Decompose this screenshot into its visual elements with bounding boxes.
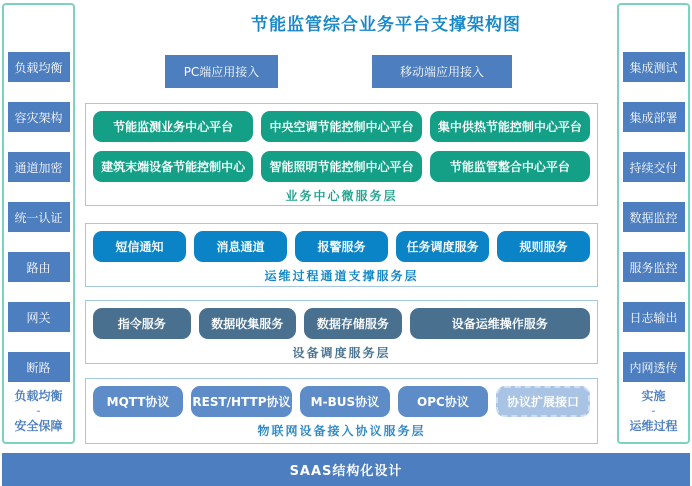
left-sidebar <box>2 3 75 444</box>
diagram-title: 节能监管综合业务平台支撑架构图 <box>251 15 521 35</box>
sidebar-item-log-output: 日志输出 <box>623 302 685 332</box>
right-footer-divider: - <box>651 406 656 417</box>
node-rule-service: 规则服务 <box>497 231 590 262</box>
sidebar-item-continuous-delivery: 持续交付 <box>623 152 685 182</box>
node-mbus-protocol: M-BUS协议 <box>300 386 390 417</box>
node-alarm-service: 报警服务 <box>295 231 388 262</box>
node-supervision-integration-center: 节能监管整合中心平台 <box>430 151 590 182</box>
sidebar-item-gateway: 网关 <box>8 302 70 332</box>
node-sms-notification: 短信通知 <box>93 231 186 262</box>
sidebar-item-unified-auth: 统一认证 <box>8 202 70 232</box>
node-building-terminal-control-center: 建筑末端设备节能控制中心 <box>93 151 253 182</box>
sidebar-item-integration-test: 集成测试 <box>623 52 685 82</box>
sidebar-item-data-monitoring: 数据监控 <box>623 202 685 232</box>
node-opc-protocol: OPC协议 <box>398 386 488 417</box>
mobile-access-node: 移动端应用接入 <box>372 55 512 88</box>
ops-channel-layer-label: 运维过程通道支撑服务层 <box>264 269 419 283</box>
right-sidebar-boxes <box>623 52 685 382</box>
left-sidebar-boxes <box>8 52 70 382</box>
node-task-scheduling-service: 任务调度服务 <box>396 231 489 262</box>
node-message-channel: 消息通道 <box>194 231 287 262</box>
device-scheduling-layer-label: 设备调度服务层 <box>292 346 391 360</box>
right-footer-top: 实施 <box>641 389 666 403</box>
node-data-storage-service: 数据存储服务 <box>304 308 402 339</box>
node-protocol-extension-interface: 协议扩展接口 <box>496 386 590 417</box>
node-command-service: 指令服务 <box>93 308 191 339</box>
pc-access-node: PC端应用接入 <box>165 55 278 88</box>
right-sidebar <box>617 3 690 444</box>
left-footer-top: 负载均衡 <box>14 389 63 403</box>
business-center-layer-label: 业务中心微服务层 <box>285 189 398 203</box>
ops-channel-row <box>93 231 590 262</box>
left-footer-bottom: 安全保障 <box>14 419 63 433</box>
node-central-ac-control-center: 中央空调节能控制中心平台 <box>261 111 421 142</box>
sidebar-item-service-monitoring: 服务监控 <box>623 252 685 282</box>
node-rest-http-protocol: REST/HTTP协议 <box>191 386 292 417</box>
sidebar-item-circuit-break: 断路 <box>8 352 70 382</box>
iot-protocol-layer-label: 物联网设备接入协议服务层 <box>257 424 426 438</box>
node-central-heating-control-center: 集中供热节能控制中心平台 <box>430 111 590 142</box>
device-scheduling-row <box>93 308 590 339</box>
sidebar-item-channel-encryption: 通道加密 <box>8 152 70 182</box>
sidebar-item-integration-deploy: 集成部署 <box>623 102 685 132</box>
node-mqtt-protocol: MQTT协议 <box>93 386 183 417</box>
node-data-collection-service: 数据收集服务 <box>199 308 297 339</box>
left-sidebar-footer <box>14 389 62 434</box>
sidebar-item-intranet-passthrough: 内网透传 <box>623 352 685 382</box>
ops-channel-layer <box>85 223 598 287</box>
sidebar-item-routing: 路由 <box>8 252 70 282</box>
iot-protocol-layer <box>85 378 598 444</box>
node-device-ops-operation-service: 设备运维操作服务 <box>410 308 590 339</box>
device-scheduling-layer <box>85 300 598 364</box>
sidebar-item-disaster-recovery: 容灾架构 <box>8 102 70 132</box>
iot-protocol-row <box>93 386 590 417</box>
node-energy-monitoring-center: 节能监测业务中心平台 <box>93 111 253 142</box>
right-sidebar-footer <box>629 389 677 434</box>
right-footer-bottom: 运维过程 <box>629 419 678 433</box>
node-smart-lighting-control-center: 智能照明节能控制中心平台 <box>261 151 421 182</box>
business-center-layer <box>85 103 598 206</box>
sidebar-item-load-balancing: 负载均衡 <box>8 52 70 82</box>
business-center-row-1 <box>93 111 590 142</box>
left-footer-divider: - <box>36 406 41 417</box>
saas-design-bar: SAAS结构化设计 <box>2 453 690 486</box>
business-center-row-2 <box>93 151 590 182</box>
